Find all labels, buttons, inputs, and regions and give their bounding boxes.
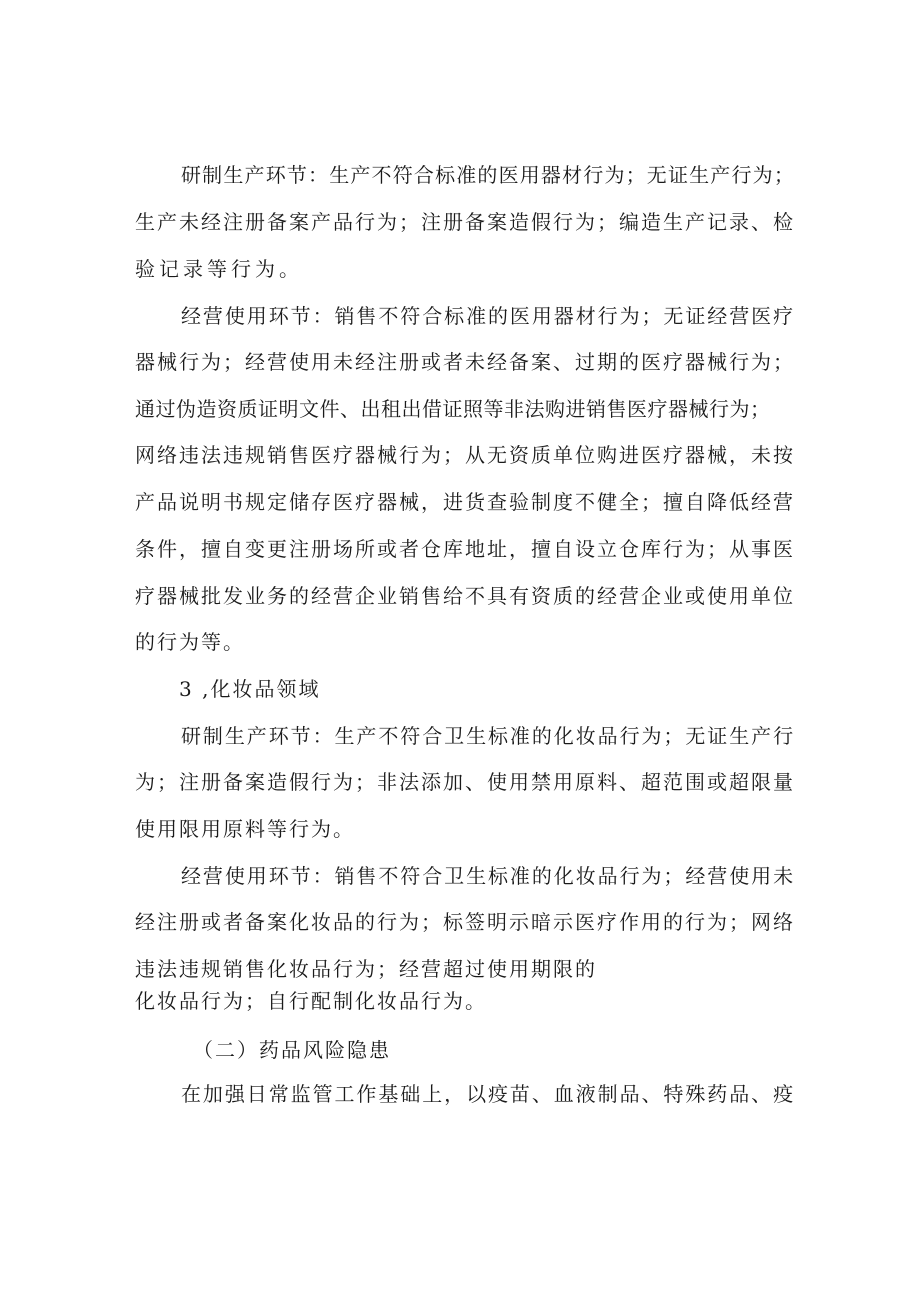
text-line: 在加强日常监管工作基础上，以疫苗、血液制品、特殊药品、疫 xyxy=(181,1082,795,1106)
text-line: 经营使用环节：销售不符合卫生标准的化妆品行为；经营使用未 xyxy=(181,864,795,888)
text-line: 化妆品行为；自行配制化妆品行为。 xyxy=(135,989,487,1013)
text-line: 经注册或者备案化妆品的行为；标签明示暗示医疗作用的行为；网络 xyxy=(135,910,795,934)
text-line: 生产未经注册备案产品行为；注册备案造假行为；编造生产记录、检 xyxy=(135,210,795,234)
text-line: 条件，擅自变更注册场所或者仓库地址，擅自设立仓库行为；从事医 xyxy=(135,537,795,561)
text-line: 通过伪造资质证明文件、出租出借证照等非法购进销售医疗器械行为； xyxy=(135,397,771,421)
text-line: 为；注册备案造假行为；非法添加、使用禁用原料、超范围或超限量 xyxy=(135,770,795,794)
text-line: 网络违法违规销售医疗器械行为；从无资质单位购进医疗器械，未按 xyxy=(135,443,795,467)
text-line: 验记录等行为。 xyxy=(135,257,303,281)
section-heading: 3 ,化妆品领域 xyxy=(179,677,321,701)
text-line: 经营使用环节：销售不符合标准的医用器材行为；无证经营医疗 xyxy=(181,304,795,328)
text-line: 研制生产环节：生产不符合标准的医用器材行为；无证生产行为； xyxy=(181,163,795,187)
section-heading: （二）药品风险隐患 xyxy=(193,1038,391,1062)
text-line: 产品说明书规定储存医疗器械，进货查验制度不健全；擅自降低经营 xyxy=(135,490,795,514)
text-line: 的行为等。 xyxy=(135,630,245,654)
text-line: 研制生产环节：生产不符合卫生标准的化妆品行为；无证生产行 xyxy=(181,724,795,748)
text-line: 使用限用原料等行为。 xyxy=(135,817,355,841)
text-line: 器械行为；经营使用未经注册或者未经备案、过期的医疗器械行为； xyxy=(135,350,795,374)
text-line: 疗器械批发业务的经营企业销售给不具有资质的经营企业或使用单位 xyxy=(135,584,795,608)
text-line: 违法违规销售化妆品行为；经营超过使用期限的 xyxy=(135,957,597,981)
